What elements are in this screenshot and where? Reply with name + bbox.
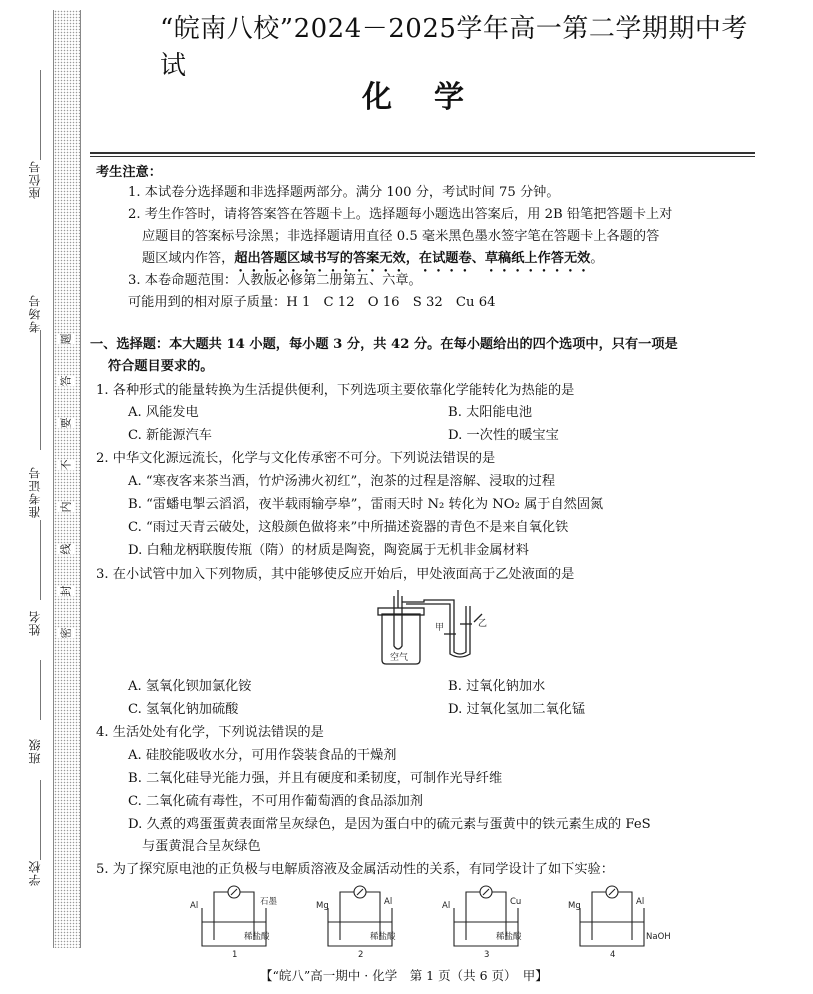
cell-2-left: Mg xyxy=(316,901,329,911)
cell-2-right: Al xyxy=(384,897,393,907)
q4-option-b: B. 二氧化硅导光能力强，并且有硬度和柔韧度，可制作光导纤维 xyxy=(128,771,503,786)
notice-text: 题区域内作答， xyxy=(142,251,235,266)
q4-stem: 4. 生活处处有化学，下列说法错误的是 xyxy=(96,725,324,740)
seal-char: 内 xyxy=(57,502,75,513)
notice-item-1: 1. 本试卷分选择题和非选择题两部分。满分 100 分，考试时间 75 分钟。 xyxy=(128,185,560,200)
q2-option-d: D. 白釉龙柄联腹传瓶（隋）的材质是陶瓷，陶瓷属于无机非金属材料 xyxy=(128,543,529,558)
q4-option-d-cont: 与蛋黄混合呈灰绿色 xyxy=(142,839,261,854)
q1-option-d: D. 一次性的暖宝宝 xyxy=(448,428,559,443)
seal-char: 密 xyxy=(57,628,75,639)
q3-option-d: D. 过氧化氢加二氧化锰 xyxy=(448,702,586,717)
notice-text: 。 xyxy=(590,251,604,266)
q5-cells-figure xyxy=(180,882,700,958)
section-heading: 一、选择题：本大题共 14 小题，每小题 3 分，共 42 分。在每小题给出的四个选项中，只有一项是 xyxy=(90,337,678,352)
q2-stem: 2. 中华文化源远流长，化学与文化传承密不可分。下列说法错误的是 xyxy=(96,451,496,466)
cell-3-right: Cu xyxy=(510,897,522,907)
q1-option-b: B. 太阳能电池 xyxy=(448,405,533,420)
q4-option-c: C. 二氧化硫有毒性，不可用作葡萄酒的食品添加剂 xyxy=(128,794,423,809)
notice-emphasis: 超出答题区域书写的答案无效，在试题卷、草稿纸上作答无效 xyxy=(234,251,591,266)
cell-4-right: Al xyxy=(636,897,645,907)
cell-4-num: 4 xyxy=(610,950,616,958)
seal-char: 题 xyxy=(57,334,75,345)
q1-option-c: C. 新能源汽车 xyxy=(128,428,212,443)
divider xyxy=(90,152,755,154)
q1-stem: 1. 各种形式的能量转换为生活提供便利，下列选项主要依靠化学能转化为热能的是 xyxy=(96,383,575,398)
label-jia: 甲 xyxy=(435,623,445,633)
atomic-mass: 可能用到的相对原子质量：H 1 C 12 O 16 S 32 Cu 64 xyxy=(128,295,496,310)
fill-line xyxy=(40,520,41,600)
q4-option-a: A. 硅胶能吸收水分，可用作袋装食品的干燥剂 xyxy=(128,748,397,763)
cell-2-solution: 稀盐酸 xyxy=(370,932,396,942)
exam-title: “皖南八校”2024－2025学年高一第二学期期中考试 xyxy=(160,14,748,81)
school-label: 学校 xyxy=(28,860,42,886)
q3-option-a: A. 氢氧化钡加氯化铵 xyxy=(128,679,252,694)
q3-option-c: C. 氢氧化钠加硫酸 xyxy=(128,702,239,717)
q2-option-b: B. “雷蟠电掣云滔滔，夜半载雨输亭皋”，雷雨天时 N₂ 转化为 NO₂ 属于自然固氮 xyxy=(128,497,604,512)
page-footer: 【“皖八”高一期中 · 化学 第 1 页（共 6 页） 甲】 xyxy=(260,968,548,983)
admission-number-label: 准考证号 xyxy=(28,466,42,518)
notice-item-3: 3. 本卷命题范围：人教版必修第二册第五、六章。 xyxy=(128,273,422,288)
fill-line xyxy=(40,70,41,160)
q3-apparatus-figure xyxy=(360,588,500,668)
seal-char: 封 xyxy=(57,586,75,597)
name-label: 姓名 xyxy=(28,610,42,636)
seal-char: 不 xyxy=(57,460,75,471)
binding-strip xyxy=(53,10,81,948)
q5-stem: 5. 为了探究原电池的正负极与电解质溶液及金属活动性的关系，有同学设计了如下实验： xyxy=(96,862,614,877)
cell-3-num: 3 xyxy=(484,950,490,958)
notice-item-2: 2. 考生作答时，请将答案答在答题卡上。选择题每小题选出答案后，用 2B 铅笔把答题卡上对 xyxy=(128,207,673,222)
cell-3-solution: 稀盐酸 xyxy=(496,932,522,942)
cell-3-left: Al xyxy=(442,901,451,911)
q4-option-d: D. 久煮的鸡蛋蛋黄表面常呈灰绿色，是因为蛋白中的硫元素与蛋黄中的铁元素生成的 FeS xyxy=(128,817,651,832)
label-air: 空气 xyxy=(390,653,409,663)
q2-option-c: C. “雨过天青云破处，这般颜色做将来”中所描述瓷器的青色不是来自氧化铁 xyxy=(128,520,569,535)
fill-line xyxy=(40,660,41,720)
seal-char: 答 xyxy=(57,376,75,387)
q2-option-a: A. “寒夜客来茶当酒，竹炉汤沸火初红”，泡茶的过程是溶解、浸取的过程 xyxy=(128,474,556,489)
seat-number-label: 座位号 xyxy=(28,160,42,199)
class-label: 班级 xyxy=(28,738,42,764)
label-yi: 乙 xyxy=(478,619,488,629)
divider xyxy=(90,156,755,157)
notice-item-2-cont: 应题目的答案标号涂黑；非选择题请用直径 0.5 毫米黑色墨水签字笔在答题卡上各题的答 xyxy=(142,229,660,244)
cell-1-right: 石墨 xyxy=(260,897,278,907)
cell-4-left: Mg xyxy=(568,901,581,911)
q3-stem: 3. 在小试管中加入下列物质，其中能够使反应开始后，甲处液面高于乙处液面的是 xyxy=(96,567,575,582)
cell-1-left: Al xyxy=(190,901,199,911)
cell-4-solution: NaOH xyxy=(646,932,671,942)
cell-1-solution: 稀盐酸 xyxy=(244,932,270,942)
fill-line xyxy=(40,330,41,450)
fill-line xyxy=(40,780,41,860)
seal-char: 线 xyxy=(57,544,75,555)
subject-title: 化学 xyxy=(362,80,506,115)
cell-2-num: 2 xyxy=(358,950,364,958)
cell-1-num: 1 xyxy=(232,950,238,958)
section-heading-cont: 符合题目要求的。 xyxy=(108,359,214,374)
cell-4 xyxy=(580,886,644,946)
q3-option-b: B. 过氧化钠加水 xyxy=(448,679,546,694)
seal-char: 要 xyxy=(57,418,75,429)
notice-heading: 考生注意： xyxy=(96,165,162,180)
exam-room-label: 考场号 xyxy=(28,294,42,333)
q1-option-a: A. 风能发电 xyxy=(128,405,199,420)
